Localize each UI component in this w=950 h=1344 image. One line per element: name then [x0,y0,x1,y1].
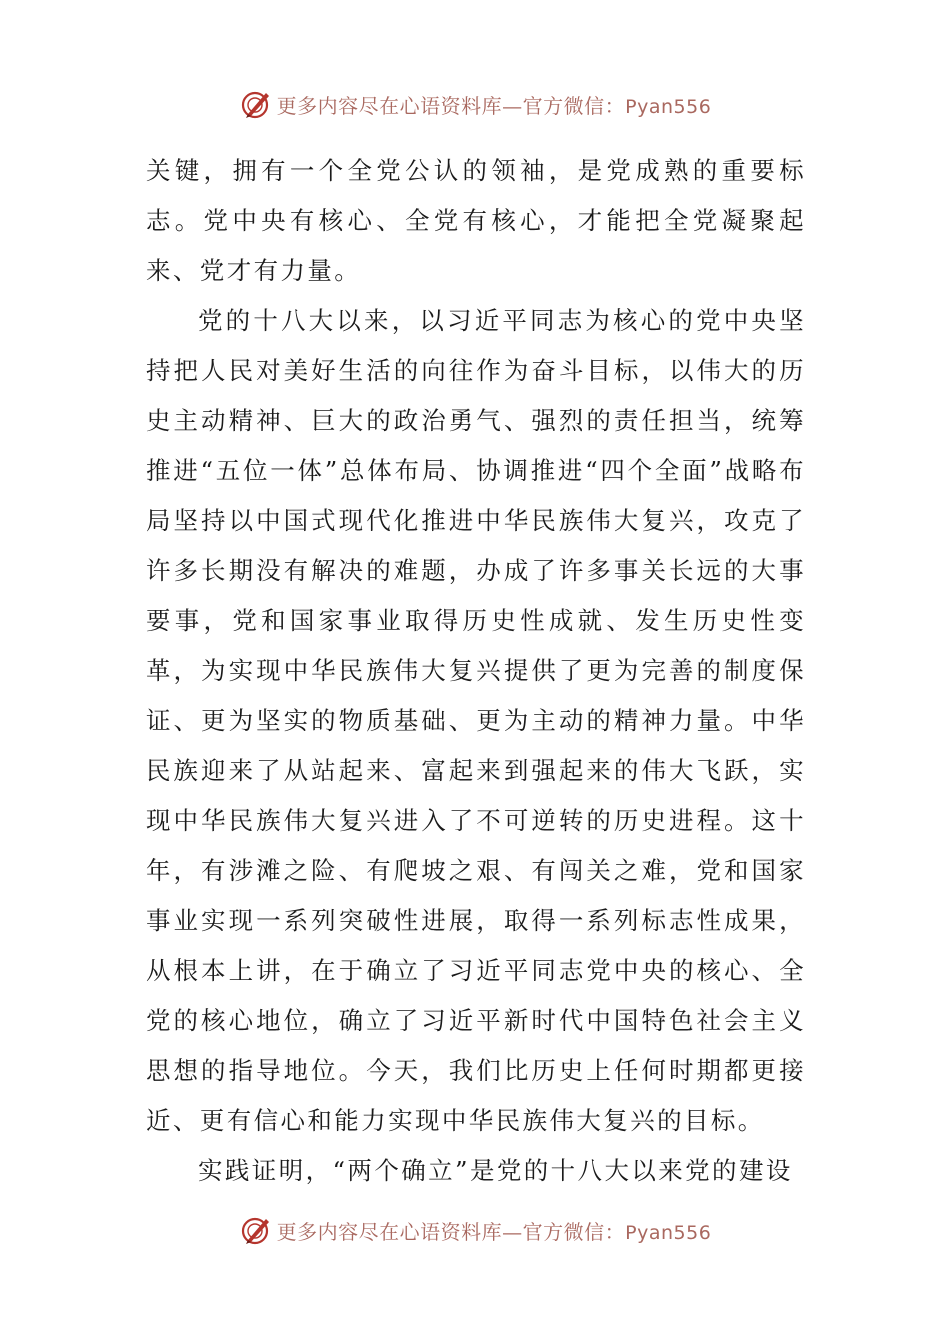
watermark-text [277,1216,712,1245]
watermark-text-en: Pyan556 [625,95,712,118]
paragraph-3: 实践证明，“两个确立”是党的十八大以来党的建设 [198,1156,793,1185]
paragraph-2: 党的十八大以来，以习近平同志为核心的党中央坚持把人民对美好生活的向往作为奋斗目标，以伟大的历史主动精神、巨大的政治勇气、强烈的责任担当，统筹推进“五位一体”总体布局、协调推进“四个全面”战略布局坚持以中国式现代化推进中华民族伟大复兴，攻克了许多长期没有解决的难题，办成了许多事关长远的大事要事，党和国家事业取得历史性成就、发生历史性变革，为实现中华民族伟大复兴提供了更为完善的制度保证、更为坚实的物质基础、更为主动的精神力量。中华民族迎来了从站起来、富起来到强起来的伟大飞跃，实现中华民族伟大复兴进入了不可逆转的历史进程。这十年，有涉滩之险、有爬坡之艰、有闯关之难，党和国家事业实现一系列突破性进展，取得一系列标志性成果，从根本上讲，在于确立了习近平同志党中央的核心、全党的核心地位，确立了习近平新时代中国特色社会主义思想的指导地位。今天，我们比历史上任何时期都更接近、更有信心和能力实现中华民族伟大复兴的目标。 [146,306,806,1135]
watermark-footer [0,1210,950,1250]
paragraph-1: 关键，拥有一个全党公认的领袖，是党成熟的重要标志。党中央有核心、全党有核心，才能把全党凝聚起来、党才有力量。 [146,156,806,285]
watermark-text-cn: 更多内容尽在心语资料库—官方微信： [276,1219,626,1244]
pen-circle-logo-icon [239,1213,273,1247]
watermark-text-cn: 更多内容尽在心语资料库—官方微信： [276,93,626,118]
pen-circle-logo-icon [239,87,273,121]
watermark-header [0,84,950,124]
watermark-text [277,90,712,119]
watermark-text-en: Pyan556 [625,1221,712,1244]
document-body [146,146,806,1196]
